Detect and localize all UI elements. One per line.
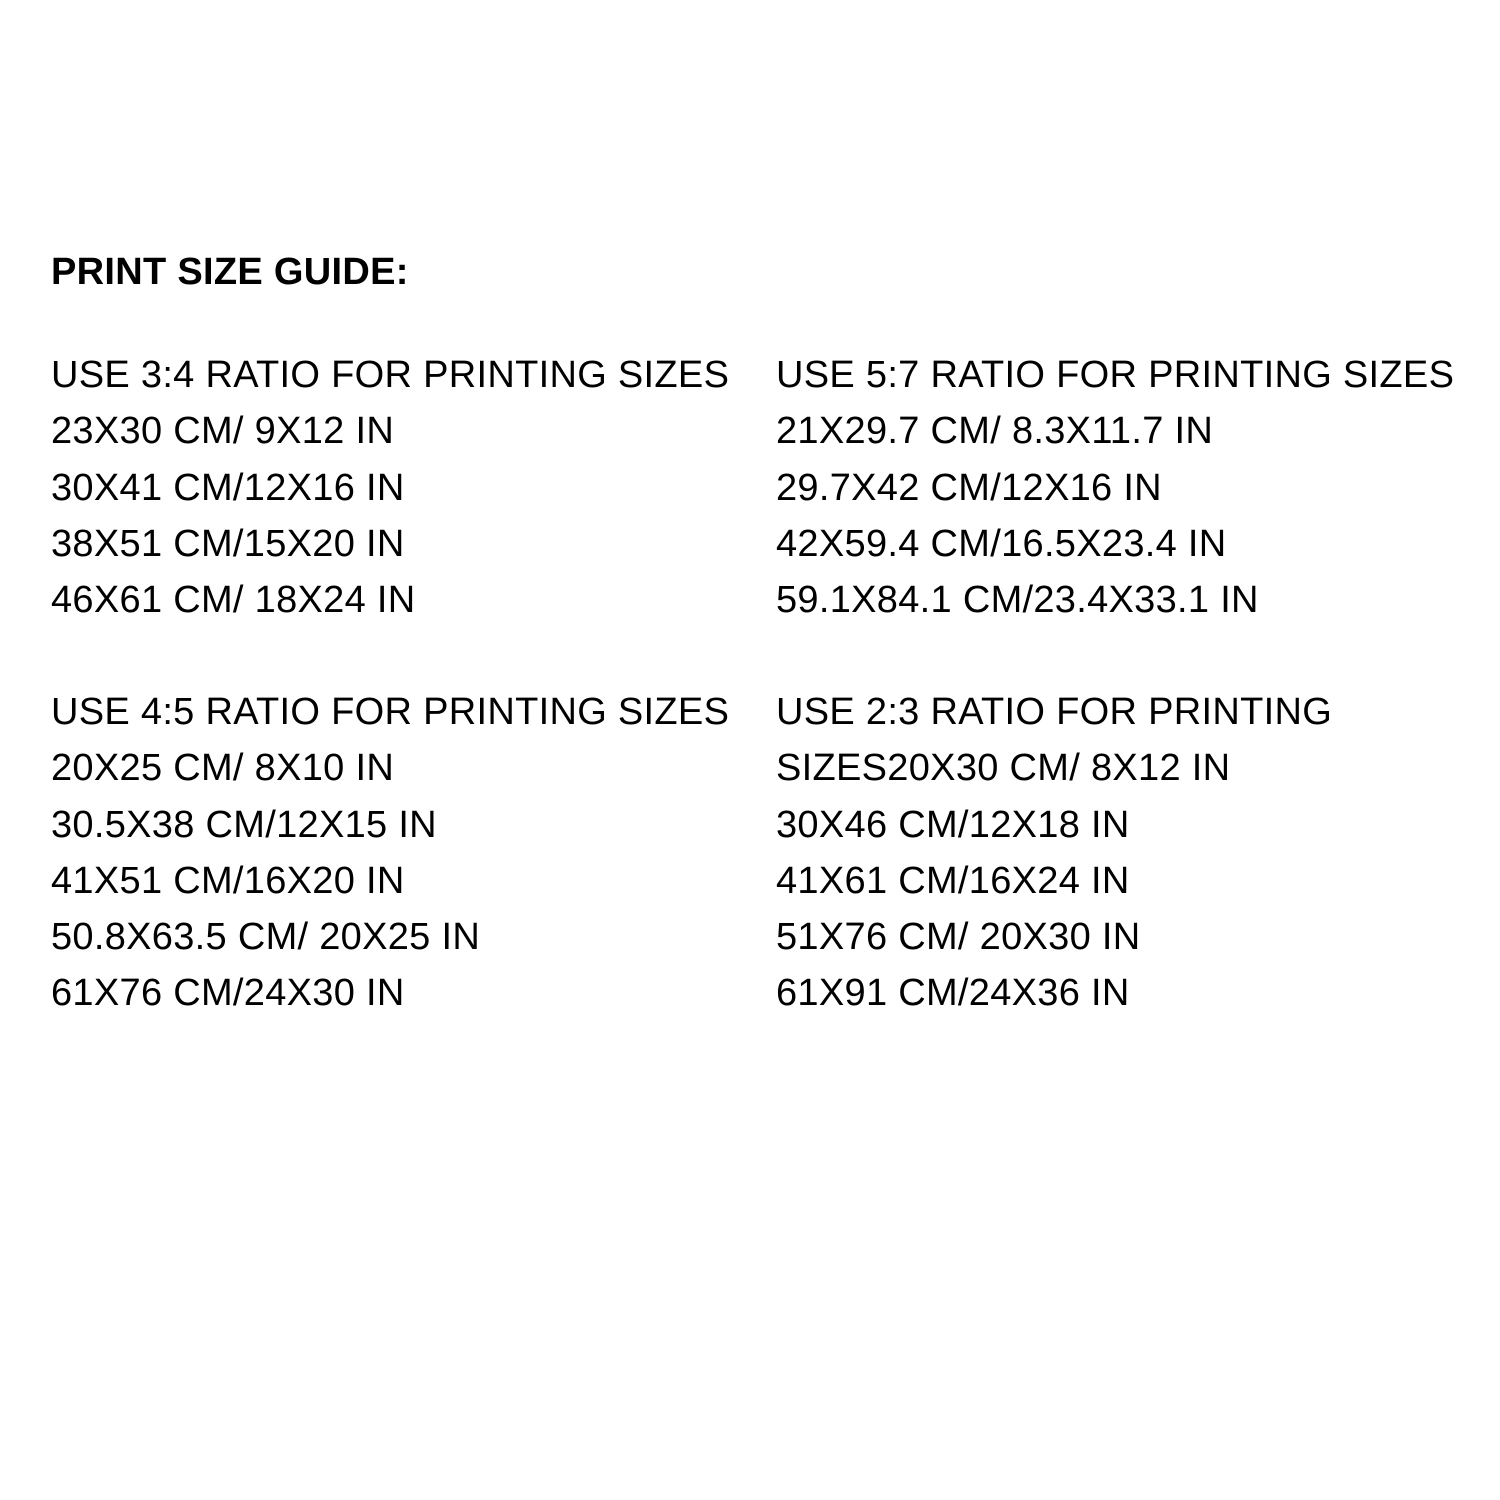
- ratio-block-3-4: [51, 347, 729, 628]
- size-item: 61X91 CM/24X36 IN: [776, 972, 1130, 1015]
- size-item: 41X61 CM/16X24 IN: [776, 859, 1130, 902]
- ratio-heading: USE 4:5 RATIO FOR PRINTING SIZES: [51, 691, 730, 733]
- size-item: 30X46 CM/12X18 IN: [776, 803, 1130, 846]
- size-item: 21X29.7 CM/ 8.3X11.7 IN: [776, 410, 1214, 453]
- ratio-heading: USE 5:7 RATIO FOR PRINTING SIZES: [776, 354, 1455, 396]
- size-item: 41X51 CM/16X20 IN: [51, 859, 405, 902]
- size-item: 30.5X38 CM/12X15 IN: [51, 803, 437, 846]
- size-item: 46X61 CM/ 18X24 IN: [51, 579, 416, 622]
- size-item: 61X76 CM/24X30 IN: [51, 972, 405, 1015]
- size-item: 30X41 CM/12X16 IN: [51, 466, 405, 509]
- ratio-block-4-5: [51, 684, 729, 1022]
- size-item: 38X51 CM/15X20 IN: [51, 522, 405, 565]
- size-item: 50.8X63.5 CM/ 20X25 IN: [51, 916, 481, 959]
- page-title: PRINT SIZE GUIDE:: [51, 251, 409, 293]
- ratio-block-5-7: [776, 347, 1454, 628]
- ratio-heading: USE 2:3 RATIO FOR PRINTING: [776, 691, 1333, 733]
- size-item: 23X30 CM/ 9X12 IN: [51, 410, 395, 453]
- size-item: 51X76 CM/ 20X30 IN: [776, 916, 1141, 959]
- size-item: 20X25 CM/ 8X10 IN: [51, 747, 395, 790]
- size-item: 59.1X84.1 CM/23.4X33.1 IN: [776, 579, 1259, 622]
- size-item: 29.7X42 CM/12X16 IN: [776, 466, 1162, 509]
- size-item: 42X59.4 CM/16.5X23.4 IN: [776, 522, 1227, 565]
- size-item: SIZES20X30 CM/ 8X12 IN: [776, 747, 1231, 790]
- ratio-heading: USE 3:4 RATIO FOR PRINTING SIZES: [51, 354, 730, 396]
- ratio-block-2-3: [776, 684, 1332, 1022]
